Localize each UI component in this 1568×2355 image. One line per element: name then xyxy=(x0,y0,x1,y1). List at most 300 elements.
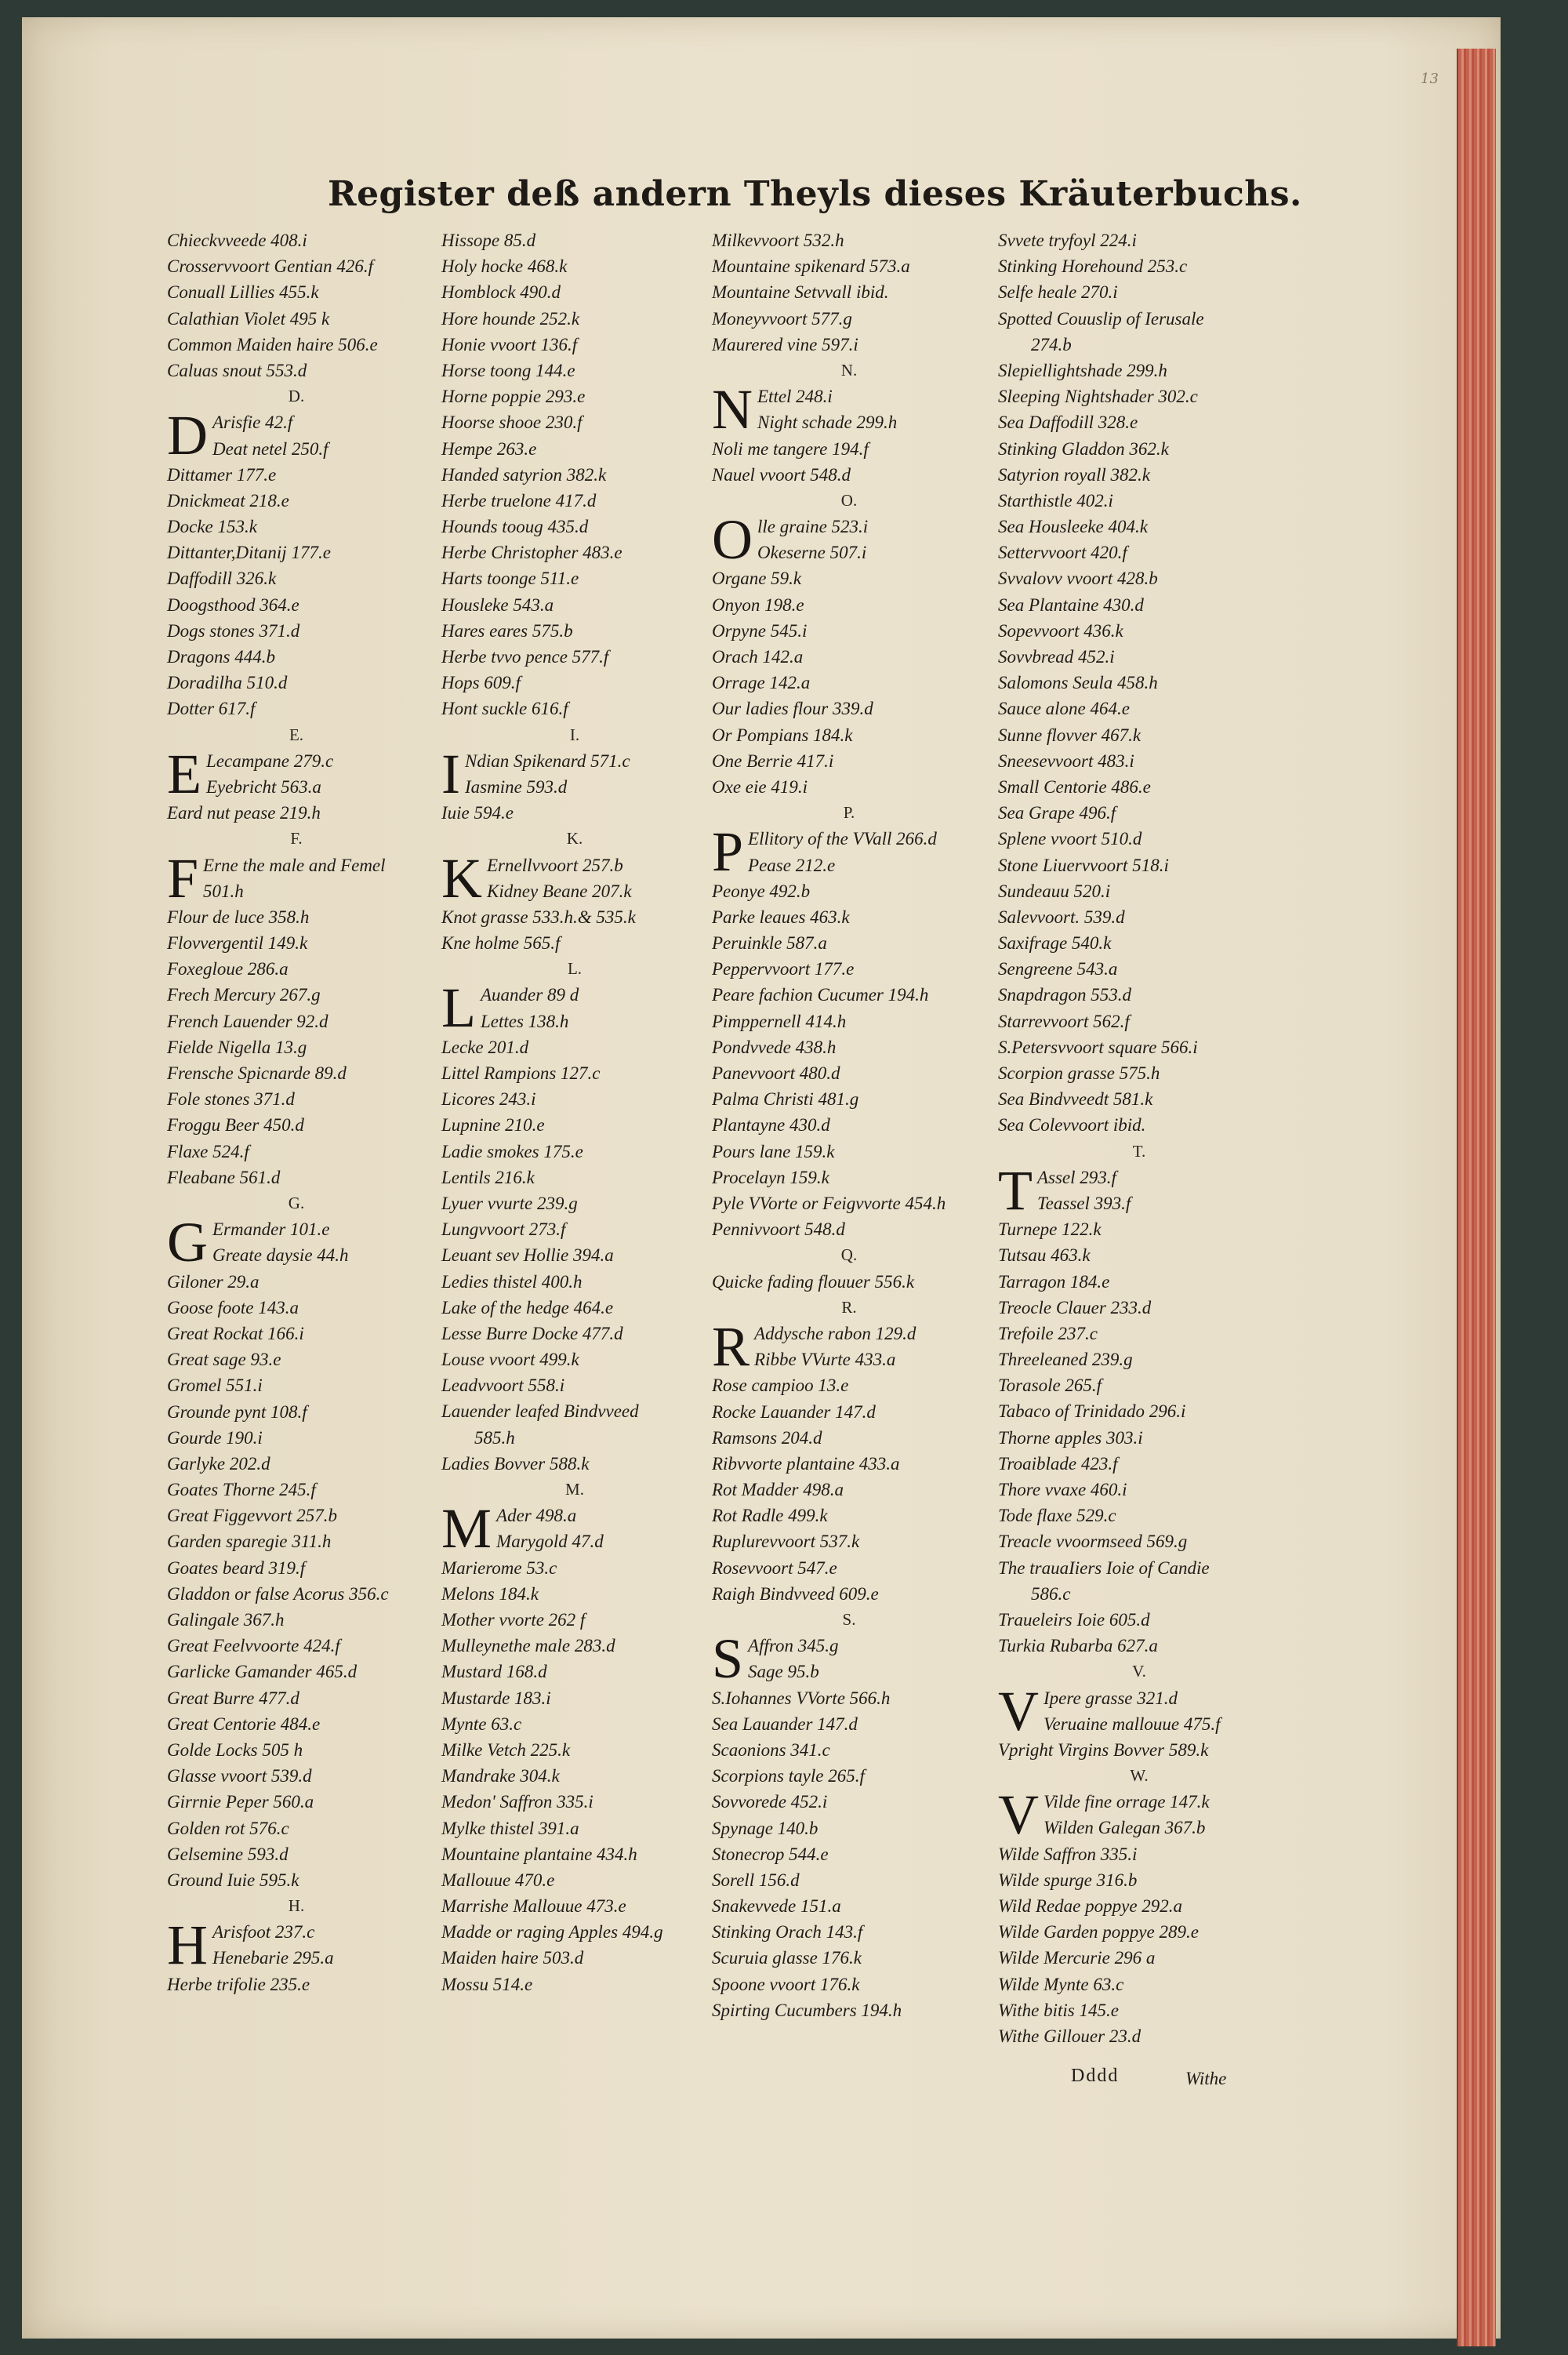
register-entry: Gourde 190.i xyxy=(167,1427,263,1448)
register-entry: Pyle VVorte or Feigvvorte 454.h xyxy=(712,1193,946,1213)
drop-cap-initial: G xyxy=(167,1211,208,1274)
drop-cap-initial: F xyxy=(167,846,199,910)
register-column-1 xyxy=(167,227,426,1997)
register-entry: Hore hounde 252.k xyxy=(441,308,580,329)
register-entry: Mountaine plantaine 434.h xyxy=(441,1844,637,1864)
register-entry-continuation: 586.c xyxy=(1031,1583,1071,1604)
register-entry: Marierome 53.c xyxy=(441,1557,557,1578)
register-entry: Great Figgevvort 257.b xyxy=(167,1506,337,1526)
register-entry: Sea Plantaine 430.d xyxy=(998,594,1144,615)
register-entry: Mustard 168.d xyxy=(441,1662,547,1682)
register-entry: Organe 59.k xyxy=(712,569,802,589)
section-letter-heading: L. xyxy=(567,959,583,979)
register-entry: Panevvoort 480.d xyxy=(712,1063,840,1084)
drop-cap-entry-block xyxy=(167,1913,426,1977)
section-letter-heading: M. xyxy=(565,1480,584,1499)
register-entry: Fole stones 371.d xyxy=(167,1089,295,1110)
register-entry: Garlicke Gamander 465.d xyxy=(167,1662,358,1682)
register-entry: Ladies Bovver 588.k xyxy=(441,1453,590,1474)
register-entry: Spirting Cucumbers 194.h xyxy=(712,2000,902,2020)
register-entry: Sea Grape 496.f xyxy=(998,803,1116,823)
register-entry: Peruinkle 587.a xyxy=(712,933,827,954)
register-column-3 xyxy=(712,227,986,2023)
register-entry: Flaxe 524.f xyxy=(167,1141,249,1161)
section-letter-heading: H. xyxy=(288,1896,305,1916)
register-entry: Sorell 156.d xyxy=(712,1870,800,1890)
drop-cap-initial: O xyxy=(712,508,753,572)
drop-cap-entry-block xyxy=(712,1314,986,1378)
register-entry: Flovvergentil 149.k xyxy=(167,933,308,954)
register-entry: Wild Redae poppye 292.a xyxy=(998,1896,1183,1917)
register-entry: Starrevvoort 562.f xyxy=(998,1011,1130,1031)
register-entry: Chieckvveede 408.i xyxy=(167,231,307,250)
register-entry: Tutsau 463.k xyxy=(998,1245,1091,1266)
register-entry: Medon' Saffron 335.i xyxy=(441,1792,593,1812)
register-entry: Sleeping Nightshader 302.c xyxy=(998,387,1198,407)
register-entry: Ribbe VVurte 433.a xyxy=(754,1350,896,1370)
register-entry: Fielde Nigella 13.g xyxy=(167,1037,307,1057)
register-entry: Sovvbread 452.i xyxy=(998,647,1115,667)
register-entry: Snapdragon 553.d xyxy=(998,985,1131,1005)
register-entry: Mynte 63.c xyxy=(441,1714,522,1734)
register-entry: Honie vvoort 136.f xyxy=(441,334,578,354)
register-entry: Veruaine mallouue 475.f xyxy=(1044,1714,1221,1734)
register-entry: Ipere grasse 321.d xyxy=(1044,1688,1178,1708)
register-entry: Spoone vvoort 176.k xyxy=(712,1974,860,1994)
register-entry: Turnepe 122.k xyxy=(998,1219,1102,1240)
register-entry: Thore vvaxe 460.i xyxy=(998,1480,1127,1500)
drop-cap-initial: P xyxy=(712,820,744,884)
register-entry: Sea Bindvveedt 581.k xyxy=(998,1089,1153,1110)
register-entry: Rot Madder 498.a xyxy=(712,1480,844,1500)
register-entry: Onyon 198.e xyxy=(712,594,804,615)
section-letter-heading: K. xyxy=(566,829,583,849)
drop-cap-entry-block xyxy=(998,1679,1280,1743)
drop-cap-entry-block xyxy=(441,1497,708,1561)
register-entry: Glasse vvoort 539.d xyxy=(167,1766,312,1786)
drop-cap-entry-block xyxy=(712,1627,986,1691)
register-entry: Orrage 142.a xyxy=(712,673,811,693)
register-entry: Lauender leafed Bindvveed xyxy=(441,1401,639,1422)
register-entry-continuation: 274.b xyxy=(1031,334,1072,354)
register-entry: Licores 243.i xyxy=(441,1089,536,1110)
register-entry: Leadvvoort 558.i xyxy=(441,1376,565,1396)
register-entry: Great Burre 477.d xyxy=(167,1688,299,1708)
section-letter-heading: F. xyxy=(290,829,303,849)
register-entry: Rocke Lauander 147.d xyxy=(712,1401,876,1422)
register-entry: Wilden Galegan 367.b xyxy=(1044,1818,1206,1838)
register-entry: Pours lane 159.k xyxy=(712,1141,835,1161)
register-entry: Lupnine 210.e xyxy=(441,1115,545,1136)
register-entry: Parke leaues 463.k xyxy=(712,907,850,927)
register-entry: Grounde pynt 108.f xyxy=(167,1401,307,1422)
drop-cap-entry-block xyxy=(441,976,708,1040)
register-entry: Ader 498.a xyxy=(496,1506,577,1526)
drop-cap-initial: D xyxy=(167,404,208,467)
register-entry: Great Centorie 484.e xyxy=(167,1714,321,1734)
drop-cap-entry-block xyxy=(167,742,426,805)
drop-cap-initial: R xyxy=(712,1314,750,1378)
register-entry: Tode flaxe 529.c xyxy=(998,1506,1116,1526)
register-entry: Torasole 265.f xyxy=(998,1376,1102,1396)
register-entry: Sengreene 543.a xyxy=(998,959,1118,979)
drop-cap-initial: L xyxy=(441,976,476,1040)
section-letter-heading: T. xyxy=(1132,1141,1146,1161)
register-entry: Sneesevvoort 483.i xyxy=(998,750,1134,771)
register-entry: Treocle Clauer 233.d xyxy=(998,1297,1152,1317)
register-entry: Hoorse shooe 230.f xyxy=(441,412,583,433)
register-entry: Lungvvoort 273.f xyxy=(441,1219,566,1240)
register-entry: Dotter 617.f xyxy=(167,699,256,719)
register-entry: Littel Rampions 127.c xyxy=(441,1063,601,1084)
register-entry: Pease 212.e xyxy=(748,855,836,875)
register-entry: Scuruia glasse 176.k xyxy=(712,1948,862,1968)
section-letter-heading: D. xyxy=(288,387,305,406)
register-entry: Nauel vvoort 548.d xyxy=(712,464,851,485)
register-entry: Splene vvoort 510.d xyxy=(998,829,1142,849)
register-entry: Arisfie 42.f xyxy=(212,412,293,433)
register-entry: Mallouue 470.e xyxy=(441,1870,555,1890)
register-entry: Wilde Saffron 335.i xyxy=(998,1844,1138,1864)
register-entry: Sage 95.b xyxy=(748,1662,819,1682)
register-entry: Satyrion royall 382.k xyxy=(998,464,1150,485)
register-entry: Arisfoot 237.c xyxy=(212,1922,315,1943)
register-entry: Stonecrop 544.e xyxy=(712,1844,829,1864)
register-entry: Ledies thistel 400.h xyxy=(441,1271,583,1292)
drop-cap-entry-block xyxy=(441,846,708,910)
register-entry: Rose campioo 13.e xyxy=(712,1376,849,1396)
register-entry: Eyebricht 563.a xyxy=(205,776,321,797)
register-entry: Conuall Lillies 455.k xyxy=(167,282,319,303)
register-entry: Quicke fading flouuer 556.k xyxy=(712,1271,915,1292)
register-entry: Herbe Christopher 483.e xyxy=(441,543,622,563)
register-entry: Fleabane 561.d xyxy=(167,1167,281,1187)
register-entry: Pimppernell 414.h xyxy=(712,1011,847,1031)
register-entry: Holy hocke 468.k xyxy=(441,256,568,277)
register-entry: Rot Radle 499.k xyxy=(712,1506,828,1526)
register-entry: Hissope 85.d xyxy=(441,231,536,250)
register-entry: Sovvorede 452.i xyxy=(712,1792,828,1812)
register-entry: Maiden haire 503.d xyxy=(441,1948,584,1968)
register-entry: Stinking Orach 143.f xyxy=(712,1922,863,1943)
register-entry: Kne holme 565.f xyxy=(441,933,561,954)
register-entry: Mulleynethe male 283.d xyxy=(441,1636,615,1656)
register-entry: Doradilha 510.d xyxy=(167,673,288,693)
drop-cap-entry-block xyxy=(167,1211,426,1274)
register-entry: Orach 142.a xyxy=(712,647,804,667)
page-title: Register deß andern Theyls dieses Kräuterbuchs. xyxy=(328,174,1302,214)
signature-mark: Dddd xyxy=(1071,2066,1120,2086)
register-entry: Erne the male and Femel xyxy=(203,855,386,875)
drop-cap-entry-block xyxy=(712,820,986,884)
register-entry: Docke 153.k xyxy=(167,517,257,537)
register-entry: Svvete tryfoyl 224.i xyxy=(998,231,1137,250)
register-entry-continuation: 585.h xyxy=(474,1427,515,1448)
register-entry: Gladdon or false Acorus 356.c xyxy=(167,1583,389,1604)
register-entry: Dnickmeat 218.e xyxy=(167,490,289,511)
register-entry: Plantayne 430.d xyxy=(712,1115,830,1136)
register-entry: Froggu Beer 450.d xyxy=(167,1115,304,1136)
register-entry: Handed satyrion 382.k xyxy=(441,464,607,485)
register-entry: Girrnie Peper 560.a xyxy=(167,1792,314,1812)
register-entry: Herbe trifolie 235.e xyxy=(167,1974,310,1994)
register-entry: Scaonions 341.c xyxy=(712,1739,830,1760)
register-entry: Procelayn 159.k xyxy=(712,1167,829,1187)
register-entry: Goose foote 143.a xyxy=(167,1297,299,1317)
register-entry: French Lauender 92.d xyxy=(167,1011,328,1031)
register-entry: Great sage 93.e xyxy=(167,1350,281,1370)
register-entry: Leuant sev Hollie 394.a xyxy=(441,1245,614,1266)
register-entry: S.Petersvvoort square 566.i xyxy=(998,1037,1198,1057)
drop-cap-entry-block xyxy=(998,1158,1280,1222)
drop-cap-initial: M xyxy=(441,1497,492,1561)
register-entry: Sunne flovver 467.k xyxy=(998,725,1142,745)
register-entry: Salomons Seula 458.h xyxy=(998,673,1158,693)
register-entry: Slepiellightshade 299.h xyxy=(998,360,1167,380)
register-entry: Turkia Rubarba 627.a xyxy=(998,1636,1158,1656)
section-letter-heading: Q. xyxy=(840,1245,858,1265)
register-entry: Goates beard 319.f xyxy=(167,1557,306,1578)
drop-cap-initial: S xyxy=(712,1627,744,1691)
register-entry: Or Pompians 184.k xyxy=(712,725,853,745)
register-entry: Sopevvoort 436.k xyxy=(998,620,1123,641)
register-entry: Sea Colevvoort ibid. xyxy=(998,1115,1146,1136)
register-entry: Mossu 514.e xyxy=(441,1974,533,1994)
register-entry: Ground Iuie 595.k xyxy=(167,1870,299,1890)
drop-cap-initial: H xyxy=(167,1913,208,1977)
register-entry: The trauaIiers Ioie of Candie xyxy=(998,1557,1210,1578)
register-entry: Mustarde 183.i xyxy=(441,1688,551,1708)
register-entry: Dittamer 177.e xyxy=(167,464,277,485)
register-entry: Scorpions tayle 265.f xyxy=(712,1766,865,1786)
register-entry: Melons 184.k xyxy=(441,1583,539,1604)
register-entry: Lentils 216.k xyxy=(441,1167,535,1187)
section-letter-heading: S. xyxy=(842,1610,856,1629)
register-entry: Tarragon 184.e xyxy=(998,1271,1110,1292)
register-entry: Homblock 490.d xyxy=(441,282,561,303)
register-entry: Mountaine Setvvall ibid. xyxy=(712,282,889,303)
register-entry: Flour de luce 358.h xyxy=(167,907,310,927)
register-entry: Marygold 47.d xyxy=(496,1532,604,1552)
register-entry: Wilde Garden poppye 289.e xyxy=(998,1922,1199,1943)
section-letter-heading: G. xyxy=(288,1193,305,1212)
drop-cap-entry-block xyxy=(441,742,708,805)
register-entry: Iuie 594.e xyxy=(441,803,514,823)
register-entry: Sundeauu 520.i xyxy=(998,881,1111,901)
register-entry: 501.h xyxy=(203,881,244,901)
register-entry: Vpright Virgins Bovver 589.k xyxy=(998,1739,1209,1760)
register-entry: Stinking Horehound 253.c xyxy=(998,256,1188,277)
drop-cap-initial: T xyxy=(998,1158,1033,1222)
register-entry: Peare fachion Cucumer 194.h xyxy=(712,985,929,1005)
register-entry: Doogsthood 364.e xyxy=(167,594,299,615)
drop-cap-initial: I xyxy=(441,742,460,805)
register-entry: Stinking Gladdon 362.k xyxy=(998,438,1169,459)
register-entry: Ermander 101.e xyxy=(212,1219,330,1240)
register-entry: Lyuer vvurte 239.g xyxy=(441,1193,578,1213)
register-entry: Harts toonge 511.e xyxy=(441,569,579,589)
register-entry: Scorpion grasse 575.h xyxy=(998,1063,1160,1083)
register-entry: Louse vvoort 499.k xyxy=(441,1350,579,1370)
register-entry: Stone Liuervvoort 518.i xyxy=(998,855,1169,875)
book-page xyxy=(22,17,1501,2339)
register-entry: Hempe 263.e xyxy=(441,438,537,459)
register-entry: Ellitory of the VVall 266.d xyxy=(748,829,937,849)
register-entry: Calathian Violet 495 k xyxy=(167,308,330,329)
register-entry: Dittanter,Ditanij 177.e xyxy=(167,543,331,563)
register-entry: Maurered vine 597.i xyxy=(712,334,858,354)
register-entry: Milkevvoort 532.h xyxy=(712,231,844,250)
register-entry: Greate daysie 44.h xyxy=(212,1245,349,1266)
register-entry: Addysche rabon 129.d xyxy=(754,1323,916,1343)
register-entry: Great Rockat 166.i xyxy=(167,1323,304,1343)
register-entry: Svvalovv vvoort 428.b xyxy=(998,569,1158,589)
register-entry: Withe bitis 145.e xyxy=(998,2000,1119,2020)
drop-cap-initial: N xyxy=(712,378,753,442)
register-entry: Orpyne 545.i xyxy=(712,620,808,641)
register-entry: Sea Lauander 147.d xyxy=(712,1714,858,1734)
register-entry: Settervvoort 420.f xyxy=(998,543,1127,563)
register-entry: Garden sparegie 311.h xyxy=(167,1532,332,1552)
register-entry: Lecke 201.d xyxy=(441,1037,529,1057)
register-entry: Foxegloue 286.a xyxy=(167,959,289,979)
register-entry: Ndian Spikenard 571.c xyxy=(464,750,630,771)
register-entry: Golden rot 576.c xyxy=(167,1818,289,1838)
section-letter-heading: O. xyxy=(840,490,858,510)
register-entry: Spotted Couuslip of Ierusale xyxy=(998,308,1204,329)
register-entry: Assel 293.f xyxy=(1036,1167,1116,1187)
register-entry: Hounds tooug 435.d xyxy=(441,517,589,537)
register-entry: Thorne apples 303.i xyxy=(998,1427,1143,1448)
register-entry: Hops 609.f xyxy=(441,673,521,693)
section-letter-heading: V. xyxy=(1132,1662,1146,1681)
register-entry: Eard nut pease 219.h xyxy=(167,803,321,823)
register-entry: Pennivvoort 548.d xyxy=(712,1219,845,1240)
register-entry: Sauce alone 464.e xyxy=(998,699,1130,719)
register-entry: Saxifrage 540.k xyxy=(998,933,1112,954)
register-entry: Wilde spurge 316.b xyxy=(998,1870,1138,1890)
register-entry: Frensche Spicnarde 89.d xyxy=(167,1063,347,1084)
register-entry: Peppervvoort 177.e xyxy=(712,959,855,979)
drop-cap-entry-block xyxy=(712,378,986,442)
register-entry: Ettel 248.i xyxy=(757,387,833,407)
register-entry: Crosservvoort Gentian 426.f xyxy=(167,256,373,277)
register-entry: Dragons 444.b xyxy=(167,647,276,667)
register-entry: Snakevvede 151.a xyxy=(712,1896,841,1917)
register-entry: Gromel 551.i xyxy=(167,1376,263,1396)
register-entry: Moneyvvoort 577.g xyxy=(712,308,852,329)
register-entry: Oxe eie 419.i xyxy=(712,776,808,797)
register-entry: Tabaco of Trinidado 296.i xyxy=(998,1401,1186,1422)
register-entry: Caluas snout 553.d xyxy=(167,360,307,380)
drop-cap-entry-block xyxy=(712,508,986,572)
register-entry: Golde Locks 505 h xyxy=(167,1739,303,1760)
register-entry: Mylke thistel 391.a xyxy=(441,1818,579,1838)
register-entry: Sea Daffodill 328.e xyxy=(998,412,1138,433)
register-entry: Ribvvorte plantaine 433.a xyxy=(712,1453,900,1474)
register-entry: Sea Housleeke 404.k xyxy=(998,517,1148,537)
register-entry: Peonye 492.b xyxy=(712,881,811,901)
register-entry: Deat netel 250.f xyxy=(212,438,328,459)
register-entry: Ramsons 204.d xyxy=(712,1427,822,1448)
register-entry: Threeleaned 239.g xyxy=(998,1350,1133,1370)
register-entry: Traueleirs Ioie 605.d xyxy=(998,1609,1150,1630)
register-entry: Henebarie 295.a xyxy=(212,1948,334,1968)
register-entry: Common Maiden haire 506.e xyxy=(167,334,378,354)
register-entry: Hont suckle 616.f xyxy=(441,699,568,719)
register-entry: Garlyke 202.d xyxy=(167,1453,270,1474)
register-entry: Galingale 367.h xyxy=(167,1610,285,1630)
register-entry: Daffodill 326.k xyxy=(167,569,277,589)
section-letter-heading: E. xyxy=(289,725,304,744)
section-letter-heading: N. xyxy=(840,360,858,380)
register-entry: Kidney Beane 207.k xyxy=(487,881,632,901)
register-entry: Lecampane 279.c xyxy=(205,750,334,771)
register-entry: Auander 89 d xyxy=(480,985,579,1005)
register-entry: Vilde fine orrage 147.k xyxy=(1044,1792,1210,1812)
register-entry: Mother vvorte 262 f xyxy=(441,1610,586,1630)
register-entry: Hares eares 575.b xyxy=(441,620,573,641)
register-entry: Raigh Bindvveed 609.e xyxy=(712,1583,879,1604)
drop-cap-entry-block xyxy=(167,846,426,910)
register-entry: Troaiblade 423.f xyxy=(998,1453,1118,1474)
register-entry: Goates Thorne 245.f xyxy=(167,1480,316,1500)
register-entry: Starthistle 402.i xyxy=(998,490,1113,511)
drop-cap-entry-block xyxy=(167,404,426,467)
register-entry: lle graine 523.i xyxy=(757,517,869,537)
register-entry: Wilde Mynte 63.c xyxy=(998,1974,1124,1994)
register-entry: Treacle vvoormseed 569.g xyxy=(998,1532,1188,1552)
register-entry: Mandrake 304.k xyxy=(441,1766,560,1786)
register-entry: Horne poppie 293.e xyxy=(441,387,586,407)
register-entry: Madde or raging Apples 494.g xyxy=(441,1922,663,1943)
section-letter-heading: R. xyxy=(841,1297,857,1317)
register-entry: S.Iohannes VVorte 566.h xyxy=(712,1688,891,1708)
page-edge-red xyxy=(1457,49,1496,2346)
register-entry: Great Feelvvoorte 424.f xyxy=(167,1636,340,1656)
register-entry: Rosevvoort 547.e xyxy=(712,1557,837,1578)
register-entry: Iasmine 593.d xyxy=(464,776,568,797)
register-entry: Ernellvvoort 257.b xyxy=(487,855,623,875)
register-column-4 xyxy=(998,227,1280,2049)
drop-cap-initial: E xyxy=(167,742,201,805)
register-entry: Affron 345.g xyxy=(748,1636,839,1656)
register-entry: Lake of the hedge 464.e xyxy=(441,1297,614,1317)
register-entry: Herbe truelone 417.d xyxy=(441,490,597,511)
register-entry: Okeserne 507.i xyxy=(757,543,867,563)
register-entry: Housleke 543.a xyxy=(441,594,554,615)
section-letter-heading: P. xyxy=(843,803,855,823)
register-entry: Milke Vetch 225.k xyxy=(441,1739,571,1760)
register-entry: Ruplurevvoort 537.k xyxy=(712,1532,860,1552)
register-entry: Dogs stones 371.d xyxy=(167,620,300,641)
register-entry: Ladie smokes 175.e xyxy=(441,1141,583,1161)
register-entry: One Berrie 417.i xyxy=(712,750,834,771)
drop-cap-entry-block xyxy=(998,1783,1280,1847)
register-entry: Lettes 138.h xyxy=(480,1011,569,1031)
register-entry: Night schade 299.h xyxy=(757,412,898,433)
register-entry: Trefoile 237.c xyxy=(998,1323,1098,1343)
register-entry: Horse toong 144.e xyxy=(441,360,575,380)
register-entry: Our ladies flour 339.d xyxy=(712,699,873,719)
register-entry: Lesse Burre Docke 477.d xyxy=(441,1323,623,1343)
register-entry: Frech Mercury 267.g xyxy=(167,985,321,1005)
register-entry: Gelsemine 593.d xyxy=(167,1844,289,1864)
drop-cap-initial: K xyxy=(441,846,482,910)
register-entry: Marrishe Mallouue 473.e xyxy=(441,1896,626,1917)
catchword: Withe xyxy=(1185,2069,1227,2088)
register-entry: Giloner 29.a xyxy=(167,1271,260,1292)
